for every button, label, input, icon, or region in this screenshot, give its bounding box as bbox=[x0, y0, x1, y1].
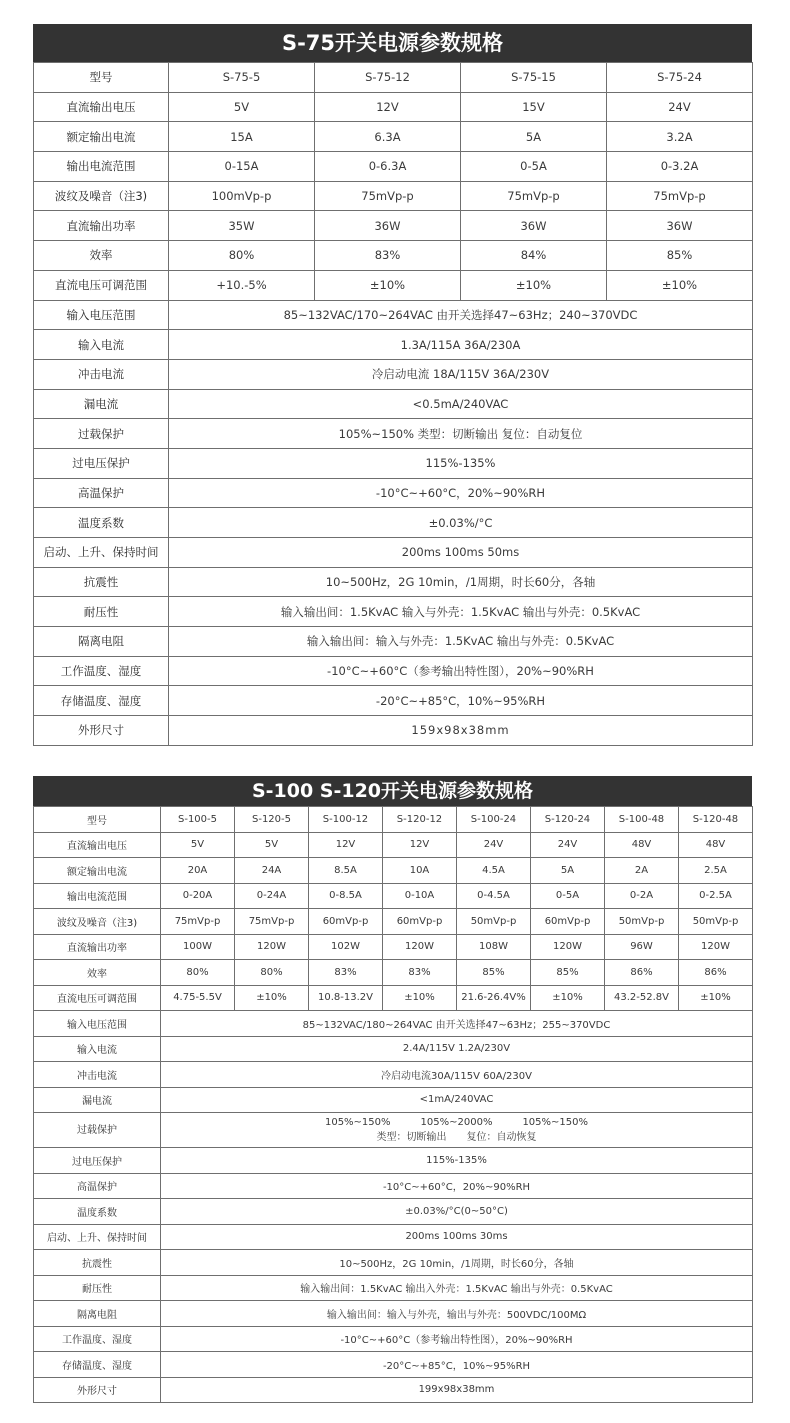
table-row bbox=[34, 448, 753, 478]
row-label: 输入电流 bbox=[34, 1036, 161, 1062]
model-name-cell: S-75-5 bbox=[169, 63, 315, 93]
row-label: 温度系数 bbox=[34, 1199, 161, 1225]
row-label: 输入电流 bbox=[34, 330, 169, 360]
shared-value-cell: 10~500Hz，2G 10min，/1周期，时长60分，各轴 bbox=[169, 567, 753, 597]
value-cell: 20A bbox=[161, 858, 235, 884]
model-header-row bbox=[34, 807, 753, 833]
s75-spec-table bbox=[33, 24, 752, 746]
value-cell: 2.5A bbox=[679, 858, 753, 884]
value-cell: 0-5A bbox=[531, 883, 605, 909]
value-cell: 83% bbox=[309, 960, 383, 986]
table-row bbox=[34, 359, 753, 389]
value-cell: ±10% bbox=[531, 985, 605, 1011]
value-cell: 36W bbox=[607, 211, 753, 241]
row-label: 输出电流范围 bbox=[34, 883, 161, 909]
row-label: 启动、上升、保持时间 bbox=[34, 538, 169, 568]
table-row bbox=[34, 1326, 753, 1352]
table-row bbox=[34, 656, 753, 686]
table-row bbox=[34, 1250, 753, 1276]
s100-s120-spec-table bbox=[33, 776, 752, 1403]
table-row bbox=[34, 211, 753, 241]
value-cell: 24V bbox=[531, 832, 605, 858]
model-name-cell: S-120-48 bbox=[679, 807, 753, 833]
value-cell: 0-20A bbox=[161, 883, 235, 909]
model-header-row bbox=[34, 63, 753, 93]
shared-value-cell: 115%-135% bbox=[169, 448, 753, 478]
row-label: 直流电压可调范围 bbox=[34, 270, 169, 300]
value-cell: 43.2-52.8V bbox=[605, 985, 679, 1011]
table-row bbox=[34, 1199, 753, 1225]
value-cell: 0-2.5A bbox=[679, 883, 753, 909]
row-label: 输入电压范围 bbox=[34, 1011, 161, 1037]
overload-row bbox=[34, 1113, 753, 1148]
table-row bbox=[34, 716, 753, 746]
table-row bbox=[34, 122, 753, 152]
row-label: 效率 bbox=[34, 241, 169, 271]
shared-value-cell: 冷启动电流 18A/115V 36A/230V bbox=[169, 359, 753, 389]
table-row bbox=[34, 300, 753, 330]
shared-value-cell: ±0.03%/°C(0~50°C) bbox=[161, 1199, 753, 1225]
shared-value-cell: 2.4A/115V 1.2A/230V bbox=[161, 1036, 753, 1062]
table-row bbox=[34, 1301, 753, 1327]
value-cell: 50mVp-p bbox=[457, 909, 531, 935]
row-label: 型号 bbox=[34, 807, 161, 833]
row-label: 直流输出功率 bbox=[34, 934, 161, 960]
row-label: 高温保护 bbox=[34, 478, 169, 508]
value-cell: 10A bbox=[383, 858, 457, 884]
shared-value-cell: 200ms 100ms 50ms bbox=[169, 538, 753, 568]
value-cell: 120W bbox=[235, 934, 309, 960]
table-row bbox=[34, 389, 753, 419]
table-row bbox=[34, 1036, 753, 1062]
row-label: 漏电流 bbox=[34, 389, 169, 419]
value-cell: 8.5A bbox=[309, 858, 383, 884]
value-cell: 60mVp-p bbox=[531, 909, 605, 935]
value-cell: 0-15A bbox=[169, 152, 315, 182]
table-row bbox=[34, 181, 753, 211]
shared-value-cell: 85~132VAC/180~264VAC 由开关选择47~63Hz；255~370VDC bbox=[161, 1011, 753, 1037]
row-label: 过电压保护 bbox=[34, 448, 169, 478]
value-cell: 85% bbox=[531, 960, 605, 986]
row-label: 冲击电流 bbox=[34, 1062, 161, 1088]
value-cell: 0-6.3A bbox=[315, 152, 461, 182]
shared-value-cell: 199x98x38mm bbox=[161, 1377, 753, 1403]
value-cell: 50mVp-p bbox=[679, 909, 753, 935]
table-row bbox=[34, 330, 753, 360]
table-row bbox=[34, 419, 753, 449]
row-label: 过电压保护 bbox=[34, 1148, 161, 1174]
row-label: 启动、上升、保持时间 bbox=[34, 1224, 161, 1250]
value-cell: 96W bbox=[605, 934, 679, 960]
shared-value-cell: 200ms 100ms 30ms bbox=[161, 1224, 753, 1250]
row-label: 直流电压可调范围 bbox=[34, 985, 161, 1011]
shared-value-cell: <1mA/240VAC bbox=[161, 1087, 753, 1113]
value-cell: 83% bbox=[315, 241, 461, 271]
table-row bbox=[34, 985, 753, 1011]
shared-value-cell: 冷启动电流30A/115V 60A/230V bbox=[161, 1062, 753, 1088]
value-cell: 120W bbox=[383, 934, 457, 960]
shared-value-cell: <0.5mA/240VAC bbox=[169, 389, 753, 419]
value-cell: ±10% bbox=[315, 270, 461, 300]
model-name-cell: S-100-5 bbox=[161, 807, 235, 833]
value-cell: 2A bbox=[605, 858, 679, 884]
shared-value-cell: 85~132VAC/170~264VAC 由开关选择47~63Hz；240~370VDC bbox=[169, 300, 753, 330]
model-name-cell: S-120-12 bbox=[383, 807, 457, 833]
row-label: 隔离电阻 bbox=[34, 1301, 161, 1327]
value-cell: 5V bbox=[235, 832, 309, 858]
value-cell: 100W bbox=[161, 934, 235, 960]
value-cell: 15V bbox=[461, 92, 607, 122]
value-cell: 35W bbox=[169, 211, 315, 241]
table-row bbox=[34, 567, 753, 597]
value-cell: 0-5A bbox=[461, 152, 607, 182]
value-cell: 0-24A bbox=[235, 883, 309, 909]
row-label: 抗震性 bbox=[34, 1250, 161, 1276]
shared-value-cell: 输入输出间：1.5KvAC 输入与外壳：1.5KvAC 输出与外壳：0.5KvAC bbox=[169, 597, 753, 627]
value-cell: ±10% bbox=[607, 270, 753, 300]
value-cell: 36W bbox=[315, 211, 461, 241]
row-label: 外形尺寸 bbox=[34, 716, 169, 746]
value-cell: 5V bbox=[161, 832, 235, 858]
value-cell: 5A bbox=[531, 858, 605, 884]
value-cell: 100mVp-p bbox=[169, 181, 315, 211]
table-row bbox=[34, 832, 753, 858]
row-label: 抗震性 bbox=[34, 567, 169, 597]
shared-value-cell: ±0.03%/°C bbox=[169, 508, 753, 538]
shared-value-cell: -10°C~+60°C，20%~90%RH bbox=[161, 1173, 753, 1199]
table-row bbox=[34, 538, 753, 568]
shared-value-cell: -20°C~+85°C，10%~95%RH bbox=[169, 686, 753, 716]
value-cell: 3.2A bbox=[607, 122, 753, 152]
row-label: 输入电压范围 bbox=[34, 300, 169, 330]
value-cell: 85% bbox=[457, 960, 531, 986]
model-name-cell: S-100-12 bbox=[309, 807, 383, 833]
value-cell: 75mVp-p bbox=[161, 909, 235, 935]
row-label: 额定输出电流 bbox=[34, 858, 161, 884]
model-name-cell: S-75-15 bbox=[461, 63, 607, 93]
row-label: 外形尺寸 bbox=[34, 1377, 161, 1403]
table-row bbox=[34, 241, 753, 271]
row-label: 存储温度、湿度 bbox=[34, 686, 169, 716]
row-label: 过载保护 bbox=[34, 419, 169, 449]
row-label: 耐压性 bbox=[34, 1275, 161, 1301]
row-label: 过载保护 bbox=[34, 1113, 161, 1148]
value-cell: 75mVp-p bbox=[461, 181, 607, 211]
value-cell: 86% bbox=[679, 960, 753, 986]
model-name-cell: S-100-24 bbox=[457, 807, 531, 833]
table-row bbox=[34, 1224, 753, 1250]
value-cell: 5A bbox=[461, 122, 607, 152]
shared-value-cell: -20°C~+85°C，10%~95%RH bbox=[161, 1352, 753, 1378]
value-cell: 4.75-5.5V bbox=[161, 985, 235, 1011]
value-cell: 10.8-13.2V bbox=[309, 985, 383, 1011]
table-row bbox=[34, 508, 753, 538]
table-row bbox=[34, 686, 753, 716]
row-label: 高温保护 bbox=[34, 1173, 161, 1199]
table-row bbox=[34, 270, 753, 300]
value-cell: 86% bbox=[605, 960, 679, 986]
value-cell: 0-4.5A bbox=[457, 883, 531, 909]
table-row bbox=[34, 960, 753, 986]
value-cell: 12V bbox=[383, 832, 457, 858]
value-cell: 83% bbox=[383, 960, 457, 986]
value-cell: 12V bbox=[315, 92, 461, 122]
value-cell: 108W bbox=[457, 934, 531, 960]
row-label: 直流输出电压 bbox=[34, 832, 161, 858]
table-row bbox=[34, 1148, 753, 1174]
value-cell: 80% bbox=[235, 960, 309, 986]
table-row bbox=[34, 92, 753, 122]
table-row bbox=[34, 152, 753, 182]
shared-value-cell: 10~500Hz，2G 10min，/1周期，时长60分，各轴 bbox=[161, 1250, 753, 1276]
row-label: 波纹及噪音（注3) bbox=[34, 909, 161, 935]
value-cell: 12V bbox=[309, 832, 383, 858]
model-name-cell: S-75-24 bbox=[607, 63, 753, 93]
shared-value-cell: 1.3A/115A 36A/230A bbox=[169, 330, 753, 360]
value-cell: 80% bbox=[161, 960, 235, 986]
value-cell: 80% bbox=[169, 241, 315, 271]
row-label: 输出电流范围 bbox=[34, 152, 169, 182]
value-cell: 75mVp-p bbox=[607, 181, 753, 211]
model-name-cell: S-120-5 bbox=[235, 807, 309, 833]
shared-value-cell: -10°C~+60°C，20%~90%RH bbox=[169, 478, 753, 508]
row-label: 存储温度、湿度 bbox=[34, 1352, 161, 1378]
shared-value-cell: 输入输出间：输入与外壳，输出与外壳：500VDC/100MΩ bbox=[161, 1301, 753, 1327]
value-cell: 75mVp-p bbox=[315, 181, 461, 211]
value-cell: +10.-5% bbox=[169, 270, 315, 300]
value-cell: ±10% bbox=[235, 985, 309, 1011]
row-label: 隔离电阻 bbox=[34, 627, 169, 657]
table-row bbox=[34, 1011, 753, 1037]
value-cell: 15A bbox=[169, 122, 315, 152]
shared-value-cell: 105%~150% 类型：切断输出 复位：自动复位 bbox=[169, 419, 753, 449]
value-cell: 6.3A bbox=[315, 122, 461, 152]
row-label: 效率 bbox=[34, 960, 161, 986]
table-row bbox=[34, 883, 753, 909]
value-cell: 24V bbox=[607, 92, 753, 122]
row-label: 工作温度、湿度 bbox=[34, 1326, 161, 1352]
s75-table-title: S-75开关电源参数规格 bbox=[33, 24, 752, 62]
table-row bbox=[34, 1062, 753, 1088]
value-cell: 102W bbox=[309, 934, 383, 960]
s100-s120-spec-grid bbox=[33, 806, 753, 1403]
table-row bbox=[34, 1275, 753, 1301]
value-cell: 48V bbox=[679, 832, 753, 858]
row-label: 直流输出功率 bbox=[34, 211, 169, 241]
row-label: 直流输出电压 bbox=[34, 92, 169, 122]
value-cell: 0-10A bbox=[383, 883, 457, 909]
value-cell: 5V bbox=[169, 92, 315, 122]
row-label: 额定输出电流 bbox=[34, 122, 169, 152]
shared-value-cell: 115%-135% bbox=[161, 1148, 753, 1174]
table-row bbox=[34, 934, 753, 960]
s100-s120-table-title: S-100 S-120开关电源参数规格 bbox=[33, 776, 752, 806]
value-cell: 48V bbox=[605, 832, 679, 858]
value-cell: 60mVp-p bbox=[383, 909, 457, 935]
value-cell: 75mVp-p bbox=[235, 909, 309, 935]
table-row bbox=[34, 597, 753, 627]
row-label: 型号 bbox=[34, 63, 169, 93]
value-cell: 24V bbox=[457, 832, 531, 858]
row-label: 波纹及噪音（注3) bbox=[34, 181, 169, 211]
value-cell: 85% bbox=[607, 241, 753, 271]
value-cell: ±10% bbox=[383, 985, 457, 1011]
value-cell: 60mVp-p bbox=[309, 909, 383, 935]
row-label: 冲击电流 bbox=[34, 359, 169, 389]
value-cell: 21.6-26.4V% bbox=[457, 985, 531, 1011]
value-cell: 84% bbox=[461, 241, 607, 271]
value-cell: ±10% bbox=[461, 270, 607, 300]
overload-value-cell bbox=[161, 1113, 753, 1148]
table-row bbox=[34, 1377, 753, 1403]
row-label: 耐压性 bbox=[34, 597, 169, 627]
row-label: 温度系数 bbox=[34, 508, 169, 538]
value-cell: 50mVp-p bbox=[605, 909, 679, 935]
value-cell: 36W bbox=[461, 211, 607, 241]
table-row bbox=[34, 627, 753, 657]
model-name-cell: S-120-24 bbox=[531, 807, 605, 833]
value-cell: 0-3.2A bbox=[607, 152, 753, 182]
value-cell: 4.5A bbox=[457, 858, 531, 884]
shared-value-cell: 输入输出间：输入与外壳：1.5KvAC 输出与外壳：0.5KvAC bbox=[169, 627, 753, 657]
model-name-cell: S-75-12 bbox=[315, 63, 461, 93]
value-cell: 120W bbox=[531, 934, 605, 960]
row-label: 漏电流 bbox=[34, 1087, 161, 1113]
value-cell: 0-8.5A bbox=[309, 883, 383, 909]
value-cell: 0-2A bbox=[605, 883, 679, 909]
overload-type-reset: 类型：切断输出 复位：自动恢复 bbox=[376, 1132, 537, 1143]
table-row bbox=[34, 909, 753, 935]
value-cell: ±10% bbox=[679, 985, 753, 1011]
value-cell: 120W bbox=[679, 934, 753, 960]
s75-spec-grid bbox=[33, 62, 753, 746]
table-row bbox=[34, 858, 753, 884]
table-row bbox=[34, 1087, 753, 1113]
table-row bbox=[34, 1173, 753, 1199]
table-row bbox=[34, 1352, 753, 1378]
shared-value-cell: -10°C~+60°C（参考输出特性图），20%~90%RH bbox=[161, 1326, 753, 1352]
overload-thresholds: 105%~150% 105%~2000% 105%~150% bbox=[324, 1117, 589, 1128]
value-cell: 24A bbox=[235, 858, 309, 884]
row-label: 工作温度、湿度 bbox=[34, 656, 169, 686]
model-name-cell: S-100-48 bbox=[605, 807, 679, 833]
shared-value-cell: 159x98x38mm bbox=[169, 716, 753, 746]
table-row bbox=[34, 478, 753, 508]
shared-value-cell: -10°C~+60°C（参考输出特性图），20%~90%RH bbox=[169, 656, 753, 686]
shared-value-cell: 输入输出间：1.5KvAC 输出入外壳：1.5KvAC 输出与外壳：0.5KvAC bbox=[161, 1275, 753, 1301]
